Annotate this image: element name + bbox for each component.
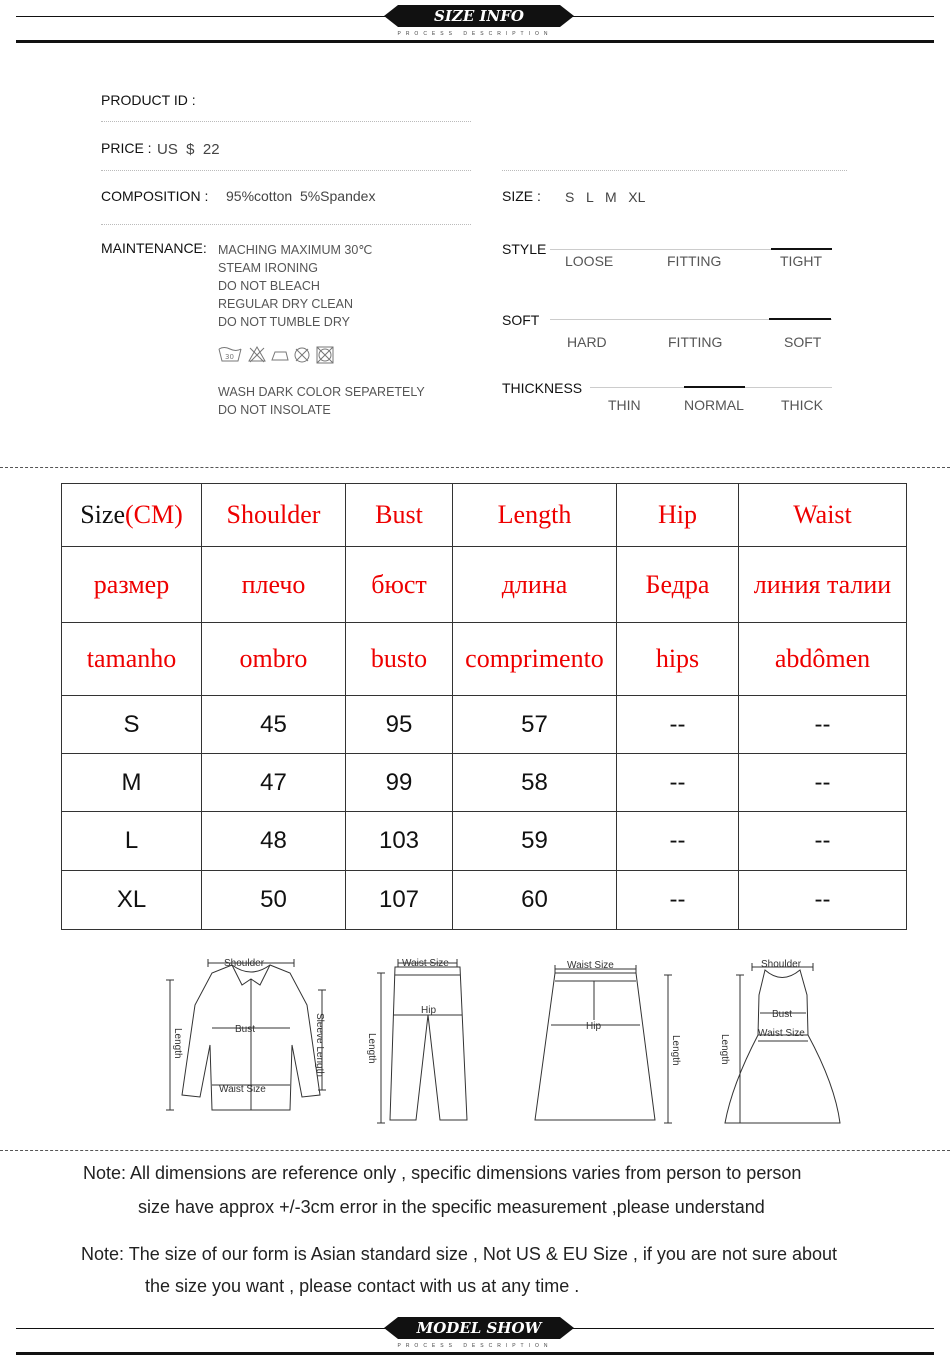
dress-waist-label: Waist Size: [758, 1028, 805, 1039]
header-cell: размер: [62, 547, 202, 623]
no-tumble-dry-icon: [317, 347, 333, 363]
note-2-line-2: the size you want , please contact with us at any time .: [145, 1276, 580, 1296]
shirt-shoulder-label: Shoulder: [224, 958, 265, 969]
divider: [0, 1150, 950, 1151]
table-cell: --: [617, 871, 739, 930]
composition-label: COMPOSITION :: [101, 188, 209, 204]
care-icons: [218, 345, 343, 370]
style-selected-indicator: [771, 248, 832, 250]
style-option: LOOSE: [565, 253, 614, 269]
header-row-russian: [62, 547, 907, 623]
dress-length-label: Length: [719, 1034, 730, 1065]
size-unit-text: (CM): [124, 500, 183, 529]
pants-waist-label: Waist Size: [402, 958, 449, 969]
product-id-label: PRODUCT ID :: [101, 92, 196, 108]
table-cell: 107: [346, 871, 453, 930]
no-bleach-icon: [249, 347, 265, 362]
header-cell: Bust: [346, 484, 453, 547]
measurement-diagrams: [0, 945, 950, 1140]
shirt-length-label: Length: [172, 1028, 183, 1059]
pants-hip-label: Hip: [421, 1005, 437, 1016]
maintenance-line: STEAM IRONING: [218, 261, 319, 275]
style-option-selected: TIGHT: [780, 253, 822, 269]
header-cell: tamanho: [62, 623, 202, 696]
table-cell: 103: [346, 812, 453, 871]
iron-icon: [272, 352, 288, 360]
header-cell: abdômen: [739, 623, 907, 696]
wash-30-icon: [219, 348, 241, 362]
size-chart-table: [61, 483, 907, 930]
note-1-line-1: Note: All dimensions are reference only , specific dimensions varies from person to person: [83, 1163, 802, 1183]
maintenance-line: DO NOT TUMBLE DRY: [218, 315, 350, 329]
maintenance-label: MAINTENANCE:: [101, 240, 207, 256]
table-cell: 47: [202, 754, 346, 812]
shirt-bust-label: Bust: [235, 1024, 256, 1035]
thickness-option: THIN: [608, 397, 641, 413]
skirt-waist-label: Waist Size: [567, 960, 614, 971]
table-row: [62, 871, 907, 930]
table-cell: 58: [453, 754, 617, 812]
table-cell: XL: [62, 871, 202, 930]
table-cell: 48: [202, 812, 346, 871]
dress-bust-label: Bust: [772, 1009, 793, 1020]
thickness-selected-indicator: [684, 386, 745, 388]
size-header-cell: [62, 484, 202, 547]
shirt-sleeve-label: Sleeve Length: [314, 1013, 325, 1077]
table-cell: 95: [346, 696, 453, 754]
banner-title: MODEL SHOW: [398, 1317, 560, 1339]
table-cell: --: [739, 696, 907, 754]
table-cell: 59: [453, 812, 617, 871]
header-cell: hips: [617, 623, 739, 696]
table-row: [62, 696, 907, 754]
maintenance-list: [218, 241, 372, 331]
composition-value: 95%cotton 5%Spandex: [226, 188, 376, 204]
style-label: STYLE: [502, 241, 547, 257]
care-note: DO NOT INSOLATE: [218, 403, 331, 417]
table-cell: 50: [202, 871, 346, 930]
header-cell: Бедра: [617, 547, 739, 623]
banner-subtitle: PROCESS DESCRIPTION: [397, 1343, 553, 1349]
size-values: S L M XL: [565, 189, 646, 205]
soft-option: HARD: [567, 334, 607, 350]
care-notes: [218, 383, 425, 419]
thickness-label: THICKNESS: [502, 380, 583, 396]
size-label: SIZE :: [502, 188, 541, 204]
skirt-diagram: [535, 960, 681, 1123]
style-option: FITTING: [667, 253, 722, 269]
price-value: US $ 22: [157, 141, 220, 158]
table-cell: 99: [346, 754, 453, 812]
header-cell: линия талии: [739, 547, 907, 623]
table-cell: --: [739, 812, 907, 871]
table-cell: L: [62, 812, 202, 871]
maintenance-line: REGULAR DRY CLEAN: [218, 297, 353, 311]
maintenance-line: DO NOT BLEACH: [218, 279, 320, 293]
table-cell: --: [617, 812, 739, 871]
header-cell: ombro: [202, 623, 346, 696]
no-wring-icon: [295, 348, 309, 362]
banner-subtitle: PROCESS DESCRIPTION: [397, 31, 553, 37]
header-cell: busto: [346, 623, 453, 696]
header-row-portuguese: [62, 623, 907, 696]
price-label: PRICE :: [101, 140, 152, 156]
wash-temp: 30: [225, 353, 234, 361]
thickness-option: THICK: [781, 397, 823, 413]
size-info-banner: [0, 0, 950, 48]
note-2-line-1: Note: The size of our form is Asian standard size , Not US & EU Size , if you are not sure about: [81, 1244, 838, 1264]
table-cell: M: [62, 754, 202, 812]
soft-option-selected: SOFT: [784, 334, 822, 350]
model-show-banner: [0, 1312, 950, 1360]
header-cell: Shoulder: [202, 484, 346, 547]
thickness-option-selected: NORMAL: [684, 397, 744, 413]
table-cell: 45: [202, 696, 346, 754]
table-cell: 57: [453, 696, 617, 754]
shirt-diagram: [166, 958, 326, 1110]
header-cell: comprimento: [453, 623, 617, 696]
care-note: WASH DARK COLOR SEPARETELY: [218, 385, 425, 399]
header-cell: Hip: [617, 484, 739, 547]
pants-length-label: Length: [366, 1033, 377, 1064]
header-cell: бюст: [346, 547, 453, 623]
table-cell: --: [739, 754, 907, 812]
table-cell: 60: [453, 871, 617, 930]
table-cell: --: [739, 871, 907, 930]
table-cell: --: [617, 754, 739, 812]
header-cell: Length: [453, 484, 617, 547]
soft-selected-indicator: [769, 318, 831, 320]
skirt-length-label: Length: [670, 1035, 681, 1066]
soft-option: FITTING: [668, 334, 723, 350]
dress-diagram: [719, 959, 840, 1123]
table-cell: --: [617, 696, 739, 754]
maintenance-line: MACHING MAXIMUM 30℃: [218, 243, 373, 257]
header-cell: длина: [453, 547, 617, 623]
header-cell: Waist: [739, 484, 907, 547]
skirt-hip-label: Hip: [586, 1021, 602, 1032]
size-header-text: Size: [80, 500, 125, 529]
note-1-line-2: size have approx +/-3cm error in the specific measurement ,please understand: [138, 1197, 765, 1217]
divider: [0, 467, 950, 468]
dress-shoulder-label: Shoulder: [761, 959, 802, 970]
pants-diagram: [366, 958, 467, 1123]
header-cell: плечо: [202, 547, 346, 623]
table-row: [62, 812, 907, 871]
banner-title: SIZE INFO: [398, 5, 560, 27]
shirt-waist-label: Waist Size: [219, 1084, 266, 1095]
table-cell: S: [62, 696, 202, 754]
soft-label: SOFT: [502, 312, 540, 328]
header-row-english: [62, 484, 907, 547]
table-row: [62, 754, 907, 812]
